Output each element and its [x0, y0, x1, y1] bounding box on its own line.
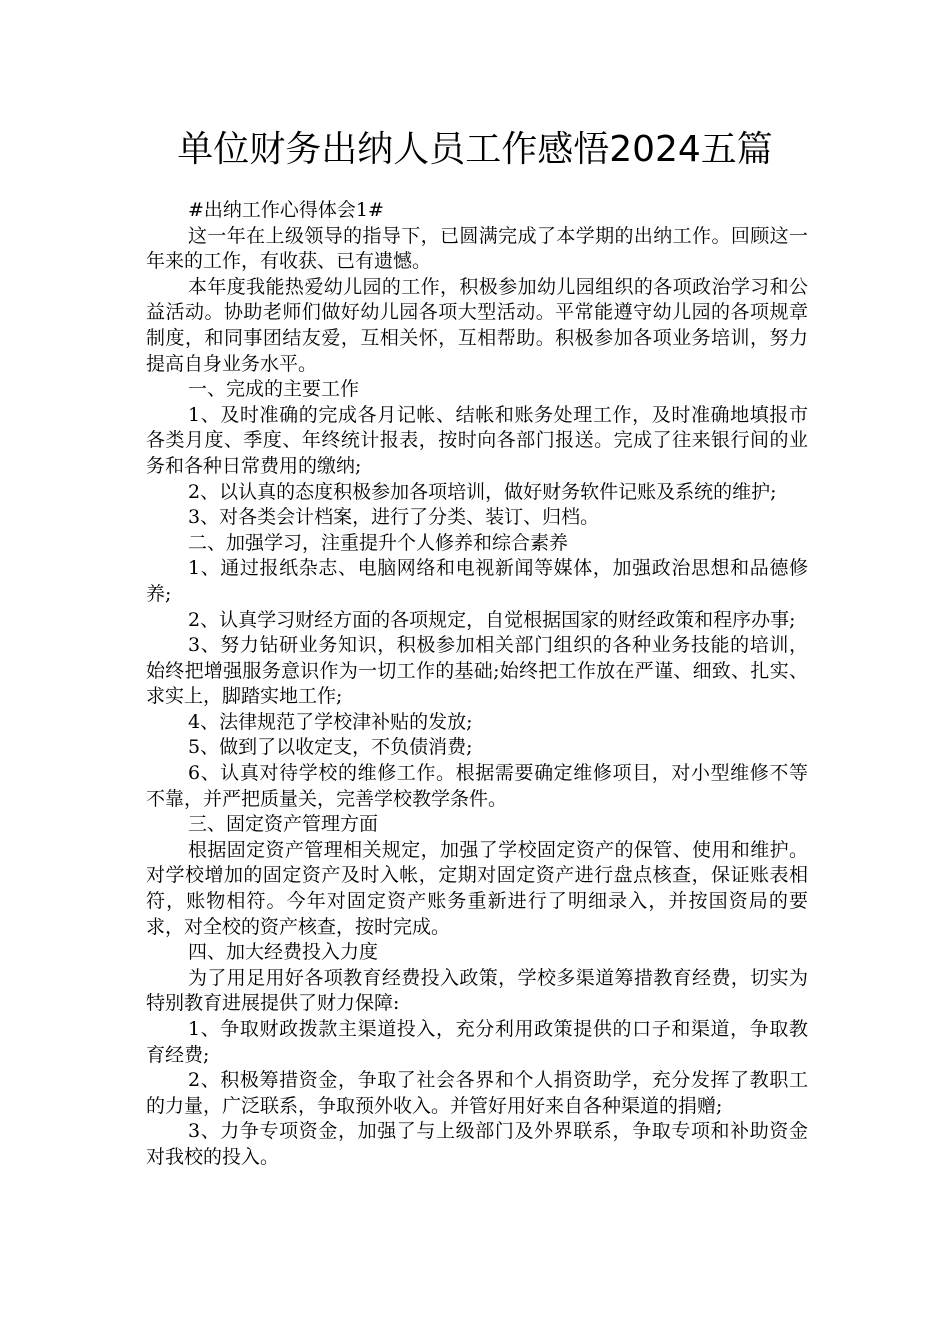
paragraph: 根据固定资产管理相关规定，加强了学校固定资产的保管、使用和维护。对学校增加的固定资产及时入帐，定期对固定资产进行盘点核查，保证账表相符，账物相符。今年对固定资产账务重新进行了明细录入，并按国资局的要求，对全校的资产核查，按时完成。	[146, 838, 808, 938]
document-title: 单位财务出纳人员工作感悟2024五篇	[177, 129, 773, 170]
paragraph: 这一年在上级领导的指导下，已圆满完成了本学期的出纳工作。回顾这一年来的工作，有收获、已有遗憾。	[146, 224, 808, 273]
paragraph-heading-section-1: #出纳工作心得体会1#	[188, 199, 384, 221]
section-heading: 三、固定资产管理方面	[188, 813, 379, 836]
paragraph: 为了用足用好各项教育经费投入政策，学校多渠道筹措教育经费，切实为特别教育进展提供了财力保障:	[146, 966, 808, 1015]
list-item: 1、及时准确的完成各月记帐、结帐和账务处理工作，及时准确地填报市各类月度、季度、年终统计报表，按时向各部门报送。完成了往来银行间的业务和各种日常费用的缴纳;	[146, 403, 808, 477]
list-item: 3、对各类会计档案，进行了分类、装订、归档。	[188, 506, 600, 529]
list-item: 4、法律规范了学校津补贴的发放;	[188, 710, 473, 733]
section-heading: 四、加大经费投入力度	[188, 941, 379, 964]
list-item: 6、认真对待学校的维修工作。根据需要确定维修项目，对小型维修不等不靠，并严把质量关，完善学校教学条件。	[146, 762, 808, 810]
section-heading: 二、加强学习，注重提升个人修养和综合素养	[188, 531, 569, 554]
paragraph: 本年度我能热爱幼儿园的工作，积极参加幼儿园组织的各项政治学习和公益活动。协助老师们做好幼儿园各项大型活动。平常能遵守幼儿园的各项规章制度，和同事团结友爱，互相关怀，互相帮助。积极参加各项业务培训，努力提高自身业务水平。	[146, 275, 808, 375]
list-item: 5、做到了以收定支，不负债消费;	[188, 736, 473, 759]
list-item: 2、积极筹措资金，争取了社会各界和个人捐资助学，充分发挥了教职工的力量，广泛联系，争取预外收入。并管好用好来自各种渠道的捐赠;	[146, 1069, 808, 1117]
list-item: 1、通过报纸杂志、电脑网络和电视新闻等媒体，加强政治思想和品德修养;	[146, 557, 808, 605]
section-heading: 一、完成的主要工作	[188, 378, 360, 401]
list-item: 3、力争专项资金，加强了与上级部门及外界联系，争取专项和补助资金对我校的投入。	[146, 1120, 808, 1168]
list-item: 3、努力钻研业务知识，积极参加相关部门组织的各种业务技能的培训，始终把增强服务意识作为一切工作的基础;始终把工作放在严谨、细致、扎实、求实上，脚踏实地工作;	[146, 634, 808, 708]
list-item: 1、争取财政拨款主渠道投入，充分利用政策提供的口子和渠道，争取教育经费;	[146, 1018, 808, 1066]
list-item: 2、以认真的态度积极参加各项培训，做好财务软件记账及系统的维护;	[188, 480, 777, 503]
document-body	[146, 198, 808, 1171]
list-item: 2、认真学习财经方面的各项规定，自觉根据国家的财经政策和程序办事;	[188, 608, 796, 631]
